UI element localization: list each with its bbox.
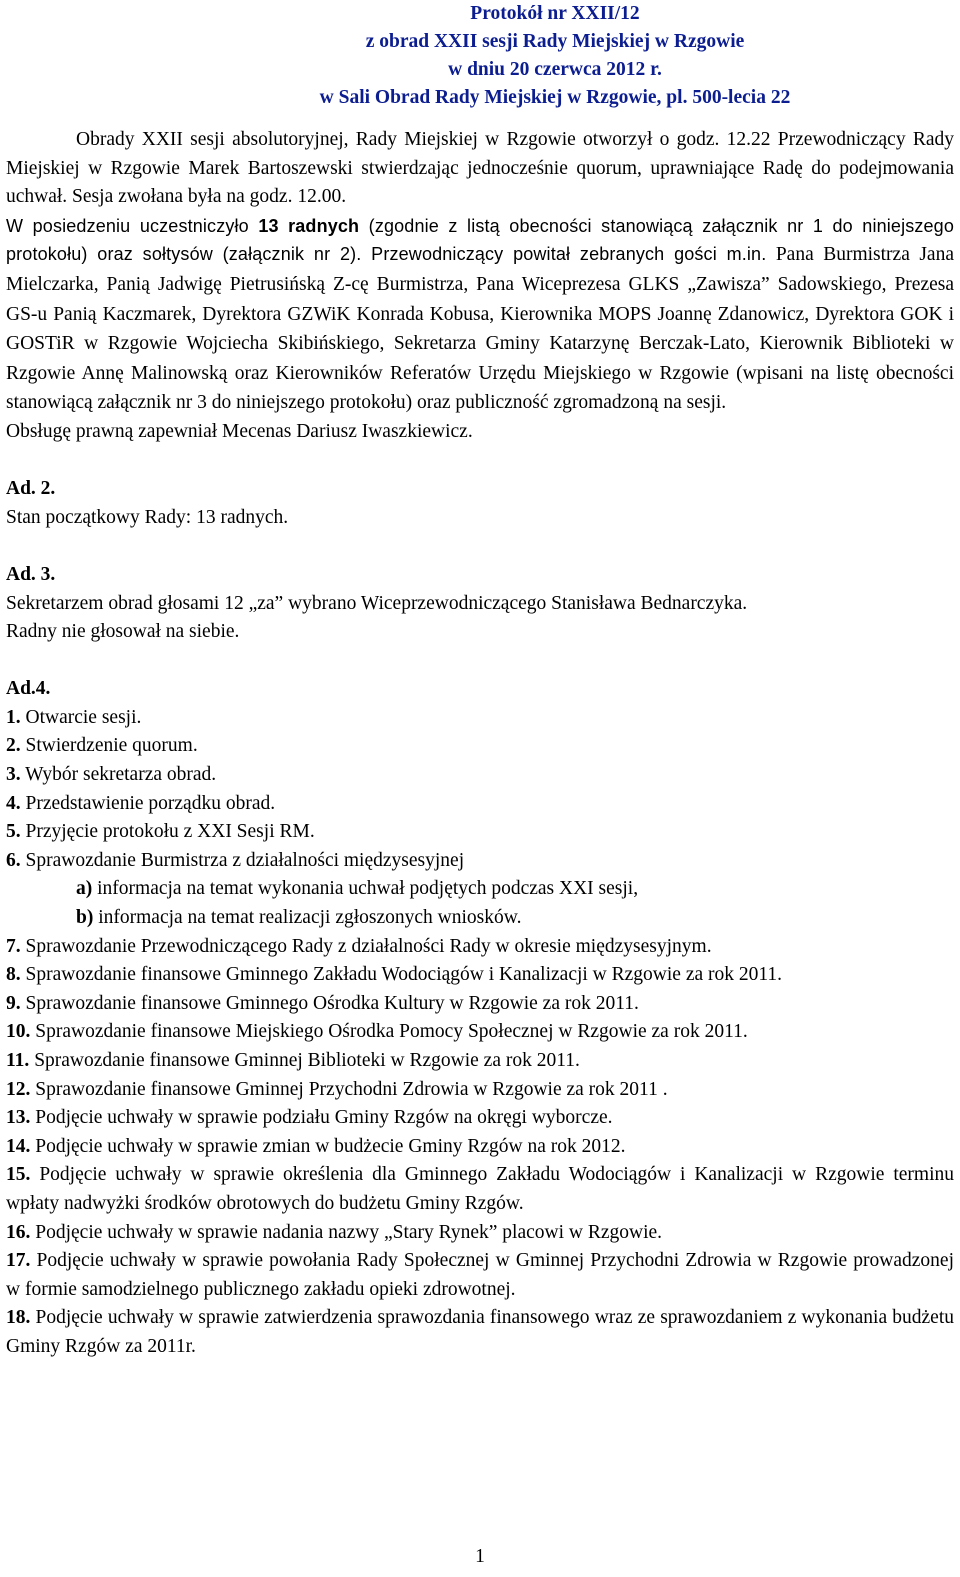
attendance-paragraph [6, 212, 954, 418]
attendance-text-pre: W posiedzeniu uczestniczyło [6, 215, 259, 236]
legal-service-line: Obsługę prawną zapewniał Mecenas Dariusz Iwaszkiewicz. [6, 420, 473, 442]
ad3-heading: Ad. 3. [6, 563, 56, 585]
agenda-subitem: a) informacja na temat wykonania uchwał podjętych podczas XXI sesji, [76, 878, 639, 900]
ad4-heading: Ad.4. [6, 678, 51, 700]
agenda-item: 5. Przyjęcie protokołu z XXI Sesji RM. [6, 821, 315, 843]
agenda-item: 17. Podjęcie uchwały w sprawie powołania Rady Społecznej w Gminnej Przychodni Zdrowia w Rzgowie prowadzonej w formie samodzielnego publicznego zakładu opieki zdrowotnej. [6, 1250, 954, 1300]
page-number: 1 [475, 1546, 485, 1567]
agenda-item: 11. Sprawozdanie finansowe Gminnej Biblioteki w Rzgowie za rok 2011. [6, 1050, 580, 1071]
title-line: w dniu 20 czerwca 2012 r. [448, 59, 662, 80]
agenda-item: 2. Stwierdzenie quorum. [6, 735, 198, 757]
document-page [6, 0, 954, 1362]
ad3-text: Sekretarzem obrad głosami 12 „za” wybrano Wiceprzewodniczącego Stanisława Bednarczyka. [6, 592, 748, 614]
agenda-item: 3. Wybór sekretarza obrad. [6, 764, 217, 786]
title-line: z obrad XXII sesji Rady Miejskiej w Rzgowie [365, 31, 745, 52]
ad2-text: Stan początkowy Rady: 13 radnych. [6, 506, 289, 528]
opening-paragraph [6, 126, 954, 212]
guests-text: Pana Burmistrza Jana Mielczarka, Panią Jadwigę Pietrusińską Z-cę Burmistrza, Pana Wiceprezesa GLKS „Zawisza” Sadowskiego, Prezesa GS-u Panią Kaczmarek, Dyrektora GZWiK Konrada Kobusa, Kierownika MOPS Joannę Zdanowicz, Dyrektora GOK i GOSTiR w Rzgowie Wojciecha Skibińskiego, Sekretarza Gminy Katarzynę Berczak-Lato, Kierownik Biblioteki w Rzgowie Annę Malinowską oraz Kierowników Referatów Urzędu Miejskiego w Rzgowie (wpisani na listę obecności stanowiącą załącznik nr 3 do niniejszego protokołu) oraz publiczność zgromadzoną na sesji. [6, 244, 954, 414]
agenda-item: 18. Podjęcie uchwały w sprawie zatwierdzenia sprawozdania finansowego wraz ze sprawozdaniem z wykonania budżetu Gminy Rzgów za 2011r. [6, 1307, 954, 1357]
agenda-item: 1. Otwarcie sesji. [6, 706, 142, 728]
agenda-item: 14. Podjęcie uchwały w sprawie zmian w budżecie Gminy Rzgów na rok 2012. [6, 1135, 626, 1157]
title-line: w Sali Obrad Rady Miejskiej w Rzgowie, pl. 500-lecia 22 [319, 87, 791, 108]
agenda-item: 8. Sprawozdanie finansowe Gminnego Zakładu Wodociągów i Kanalizacji w Rzgowie za rok 2011. [6, 964, 783, 986]
ad2-heading: Ad. 2. [6, 478, 56, 500]
agenda-item: 16. Podjęcie uchwały w sprawie nadania nazwy „Stary Rynek” placowi w Rzgowie. [6, 1221, 663, 1243]
agenda-item: 10. Sprawozdanie finansowe Miejskiego Ośrodka Pomocy Społecznej w Rzgowie za rok 2011. [6, 1021, 748, 1043]
agenda-item: 13. Podjęcie uchwały w sprawie podziału Gminy Rzgów na okręgi wyborcze. [6, 1107, 613, 1129]
agenda-item: 4. Przedstawienie porządku obrad. [6, 792, 276, 814]
agenda-item: 7. Sprawozdanie Przewodniczącego Rady z działalności Rady w okresie międzysesyjnym. [6, 935, 712, 957]
agenda-item: 12. Sprawozdanie finansowe Gminnej Przychodni Zdrowia w Rzgowie za rok 2011 . [6, 1078, 668, 1100]
agenda-item: 15. Podjęcie uchwały w sprawie określenia dla Gminnego Zakładu Wodociągów i Kanalizacji w Rzgowie terminu wpłaty nadwyżki środków obrotowych do budżetu Gminy Rzgów. [6, 1164, 954, 1214]
agenda-item: 6. Sprawozdanie Burmistrza z działalności międzysesyjnej [6, 849, 465, 871]
ad3-note: Radny nie głosował na siebie. [6, 621, 240, 643]
agenda-list [6, 704, 954, 1362]
attendance-text-post: (zgodnie z listą obecności stanowiącą załącznik nr 1 do niniejszego protokołu) oraz sołtysów (załącznik nr 2). Przewodniczący powitał zebranych gości m.in. [6, 215, 955, 265]
title-line: Protokół nr XXII/12 [470, 3, 640, 24]
opening-text: Obrady XXII sesji absolutoryjnej, Rady Miejskiej w Rzgowie otworzył o godz. 12.22 Przewodniczący Rady Miejskiej w Rzgowie Marek Bartoszewski stwierdzając jednocześnie quorum, uprawniające Radę do podejmowania uchwał. Sesja zwołana była na godz. 12.00. [6, 129, 954, 208]
document-title [6, 0, 954, 112]
agenda-subitem: b) informacja na temat realizacji zgłoszonych wniosków. [76, 907, 522, 929]
attendance-count: 13 radnych [258, 215, 360, 236]
agenda-item: 9. Sprawozdanie finansowe Gminnego Ośrodka Kultury w Rzgowie za rok 2011. [6, 992, 639, 1014]
